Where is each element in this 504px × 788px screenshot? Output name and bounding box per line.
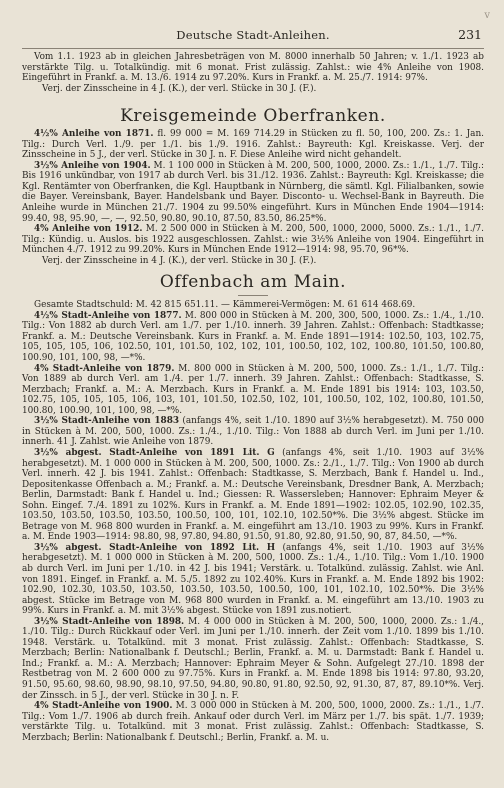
header-rule [22, 48, 484, 49]
section-verj: Verj. der Zinsscheine in 4 J. (K.), der verl. Stücke in 30 J. (F.). [42, 255, 317, 266]
bond-heading: 3½% Stadt-Anleihe von 1883 [34, 416, 180, 427]
bond-text: M. 800 000 in Stücken à M. 200, 500, 1000. Zs.: 1./1., 1./7. Tilg.: Von 1889 ab durch Verl. am 1./4. per 1./7. innerh. 39 Jahren. Zahlst.: Offenbach: Stadtkasse, S. Merzbach; Frankf. a. M.: A. Merzbach. Kurs in Frankf. a. M. Ende 1891 bis 1914: 103, 103.50, 102.75, 105, 105, 105, 106, 103, 101, 101.50, 102.50, 102, 101, 100.50, 102, 102, 100.80, 101.50, 100.80, 100.90, 101, 100, 98, —*%. [22, 363, 484, 416]
bond-paragraph [22, 224, 484, 256]
intro-paragraph: Vom 1.1. 1923 ab in gleichen Jahresbeträgen von M. 8000 innerhalb 50 Jahren; v. 1./1. 1923 ab verstärkte Tilg. u. Totalkündig. mit 6 monat. Frist zulässig. Zahlst.: wie 4% Anleihe von 1908. Eingeführt in Frankf. a. M. 13./6. 1914 zu 97.20%. Kurs in Frankf. a. M. 25./7. 1914: 97%. [22, 52, 484, 84]
bond-text: M. 2 500 000 in Stücken à M. 200, 500, 1000, 2000, 5000. Zs.: 1./1., 1./7. Tilg.: Kündig. u. Auslos. bis 1922 ausgeschlossen. Zahlst.: wie 3½% Anleihe von 1904. Eingeführt in München 4./7. 1912 zu 99.20%. Kurs in München Ende 1912—1914: 98, 95.70, 96*%. [22, 224, 484, 256]
section-title-oberfranken: Kreisgemeinde Oberfranken. [120, 106, 386, 127]
bond-paragraph [22, 129, 484, 161]
bond-paragraph [22, 161, 484, 224]
bond-heading: 3½% Stadt-Anleihe von 1898. [34, 616, 185, 627]
corner-mark: v [484, 10, 490, 21]
bond-text: (anfangs 4%, seit 1./10. 1903 auf 3½% herabgesetzt). M. 1 000 000 in Stücken à M. 200, 500, 1000. Zs.: 1./4., 1./10. Tilg.: Vom 1./10. 1900 ab durch Verl. im Juni per 1./10. in 42 J. bis 1941; Verstärk. u. Totalkünd. zulässig. Zahlst. wie Anl. von 1891. Eingef. in Frankf. a. M. 5./5. 1892 zu 102.40%. Kurs in Frankf. a. M. Ende 1892 bis 1902: 102.90, 102.30, 103.50, 103.50, 103.50, 103.50, 100.50, 100, 101, 102.10, 102.50*%. Die 3½% abgest. Stücke im Betrage von M. 968 800 wurden in Frankf. a. M. eingeführt am 13./10. 1903 zu 99%. Kurs in Frankf. a. M. mit 3½% abgest. Stücke von 1891 zus.notiert. [22, 542, 484, 617]
bond-heading: 3½% abgest. Stadt-Anleihe von 1891 Lit. G [34, 447, 275, 458]
bond-paragraph [22, 543, 484, 617]
bond-heading: 4% Anleihe von 1912. [34, 224, 143, 235]
bond-paragraph [22, 448, 484, 543]
bond-paragraph [22, 617, 484, 701]
bond-heading: 4% Stadt-Anleihe von 1900. [34, 701, 173, 712]
bond-text: M. 3 000 000 in Stücken à M. 200, 500, 1000, 2000. Zs.: 1./1., 1./7. Tilg.: Vom 1./7. 1906 ab durch freih. Ankauf oder durch Verl. im März per 1./7. bis spät. 1./7. 1939; verstärkte Tilg. u. Totalkünd. mit 3 monat. Frist zulässig. Zahlst.: Offenbach: Stadtkasse, S. Merzbach; Berlin: Nationalbank f. Deutschl.; Berlin, Frankf. a. M. u. [22, 701, 484, 743]
bond-heading: 4½% Stadt-Anleihe von 1877. [34, 310, 182, 321]
bond-paragraph [22, 364, 484, 417]
bond-text: M. 1 100 000 in Stücken à M. 200, 500, 1000, 2000. Zs.: 1./1., 1./7. Tilg.: Bis 1916 unkündbar, von 1917 ab durch Verl. bis 31./12. 1936. Zahlst.: Bayreuth: Kgl. Kreiskasse; die Kgl. Rentämter von Oberfranken, die Kgl. Hauptbank in Nürnberg, die sämtl. Kgl. Filialbanken, sowie die Bayer. Vereinsbank, Bayer. Handelsbank und Bayer. Disconto- u. Wechsel-Bank in Bayreuth. Die Anleihe wurde in München 21./7. 1904 zu 99.50% eingeführt. Kurs in München Ende 1904—1914: 99.40, 98, 95.90, —, —, 92.50, 90.80, 90.10, 87.50, 83.50, 86.25*%. [22, 160, 484, 224]
bond-paragraph [22, 701, 484, 743]
page-header [22, 10, 490, 46]
bond-paragraph [22, 311, 484, 364]
bond-heading: 3½% Anleihe von 1904. [34, 160, 151, 171]
bond-text: (anfangs 4%, seit 1./10. 1890 auf 3½% herabgesetzt). M. 750 000 in Stücken à M. 200, 500, 1000. Zs.: 1./4., 1./10. Tilg.: Von 1888 ab durch Verl. im Juni per 1./10. innerh. 41 J. Zahlst. wie Anleihe von 1879. [22, 416, 484, 448]
bond-text: M. 800 000 in Stücken à M. 200, 300, 500, 1000. Zs.: 1./4., 1./10. Tilg.: Von 1882 ab durch Verl. am 1./7. per 1./10. innerh. 39 Jahren. Zahlst.: Offenbach: Stadtkasse; Frankf. a. M.: Deutsche Vereinsbank. Kurs in Frankf. a. M. Ende 1891—1914: 102.50, 103, 102.75, 105, 105, 105, 106, 102.50, 101, 101.50, 102, 102, 101, 100.50, 102, 102, 100.80, 101.50, 100.80, 100.90, 101, 100, 98, —*%. [22, 310, 484, 364]
title-divider [238, 295, 268, 296]
bond-text: M. 4 000 000 in Stücken à M. 200, 500, 1000, 2000. Zs.: 1./4., 1./10. Tilg.: Durch Rückkauf oder Verl. im Juni per 1./10. innerh. der Zeit vom 1./10. 1899 bis 1./10. 1948. Verstärk. u. Totalkünd. mit 3 monat. Frist zulässig. Zahlst.: Offenbach: Stadtkasse, S. Merzbach; Berlin: Nationalbank f. Deutschl.; Berlin, Frankf. a. M. u. Darmstadt: Bank f. Handel u. Ind.; Frankf. a. M.: A. Merzbach; Hannover: Ephraim Meyer & Sohn. Aufgelegt 27./10. 1898 der Restbetrag von M. 2 600 000 zu 97.75%. Kurs in Frankf. a. M. Ende 1898 bis 1914: 97.80, 93.20, 91.50, 95.60, 98.60, 98.90, 98.10, 97.50, 94.80, 90.80, 91.80, 92.50, 92, 91.30, 87, 87, 89.10*%. Verj. der Zinssch. in 5 J., der verl. Stücke in 30 J. n. F. [22, 616, 485, 701]
running-title: Deutsche Stadt-Anleihen. [176, 28, 330, 42]
section-title-offenbach: Offenbach am Main. [159, 272, 347, 293]
page-number: 231 [458, 27, 482, 42]
section-subtitle: Gesamte Stadtschuld: M. 42 815 651.11. — Kämmerei-Vermögen: M. 61 614 468.69. [34, 300, 416, 311]
bond-heading: 4% Stadt-Anleihe von 1879. [34, 363, 175, 374]
bond-text: fl. 99 000 = M. 169 714.29 in Stücken zu fl. 50, 100, 200. Zs.: 1. Jan. Tilg.: Durch Verl. 1./9. per 1./1. bis 1./9. 1916. Zahlst.: Bayreuth: Kgl. Kreiskasse. Verj. der Zinsscheine in 5 J., der verl. Stücke in 30 J. n. F. Diese Anleihe wird nicht gehandelt. [22, 129, 485, 161]
intro-verj: Verj. der Zinsscheine in 4 J. (K.), der verl. Stücke in 30 J. (F.). [42, 83, 317, 94]
bond-paragraph [22, 416, 484, 448]
bond-text: (anfangs 4%, seit 1./10. 1903 auf 3½% herabgesetzt). M. 1 000 000 in Stücken à M. 200, 500, 1000. Zs.: 2./1., 1./7. Tilg.: Von 1900 ab durch Verl. innerh. 42 J. bis 1941. Zahlst.: Offenbach: Stadtkasse, S. Merzbach, Bank f. Handel u. Ind., Depositenkasse Offenbach a. M.; Frankf. a. M.: Deutsche Vereinsbank, Dresdner Bank, A. Merzbach; Berlin, Darmstadt: Bank f. Handel u. Ind.; Giessen: R. Wassersleben; Hannover: Ephraim Meyer & Sohn. Eingef. 7./4. 1891 zu 102%. Kurs in Frankf. a. M. Ende 1891—1902: 102.05, 102.90, 102.35, 103.50, 103.50, 103.50, 103.50, 100.50, 100, 101, 102.10, 102.50*%. Die 3½% abgest. Stücke im Betrage von M. 968 800 wurden in Frankf. a. M. eingeführt am 13./10. 1903 zu 99%. Kurs in Frankf. a. M. Ende 1903—1914: 98.80, 98, 97.80, 94.80, 91.50, 91.80, 92.80, 91.50, 90, 87, 84.50, —*%. [22, 447, 484, 543]
bond-heading: 4½% Anleihe von 1871. [34, 129, 154, 140]
bond-heading: 3½% abgest. Stadt-Anleihe von 1892 Lit. H [34, 542, 276, 553]
